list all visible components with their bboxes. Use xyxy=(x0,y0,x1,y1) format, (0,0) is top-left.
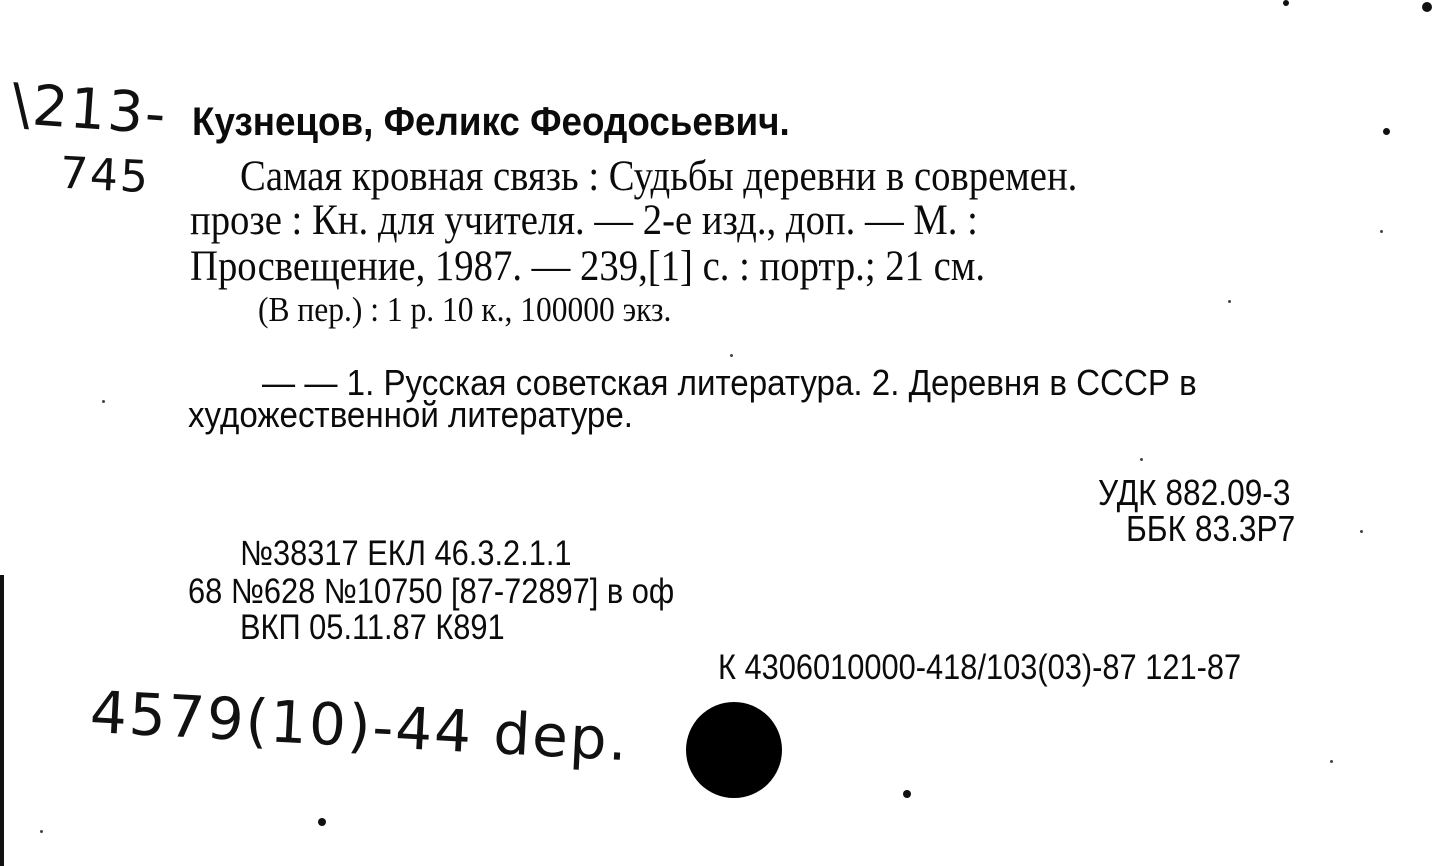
handwritten-inventory-note: 4579(10)-44 dep. xyxy=(88,678,631,775)
paper-speck xyxy=(1360,530,1363,533)
paper-speck xyxy=(1380,230,1383,233)
ink-dot xyxy=(318,818,326,826)
handwritten-call-number-sub: 745 xyxy=(58,147,152,204)
subject-headings-line-1: — — 1. Русская советская литература. 2. Деревня в СССР в xyxy=(262,362,1197,403)
punch-hole xyxy=(686,702,782,798)
ink-dot xyxy=(1422,2,1432,12)
title-line-2: прозе : Кн. для учителя. — 2-е изд., доп. — М. : xyxy=(190,197,978,244)
paper-speck xyxy=(730,354,733,357)
bbk-code: ББК 83.3Р7 xyxy=(1126,508,1296,549)
title-line-1: Самая кровная связь : Судьбы деревни в современ. xyxy=(240,153,1078,200)
publisher-code-line-3: ВКП 05.11.87 К891 xyxy=(240,608,505,647)
publication-k-code: К 4306010000-418/103(03)-87 121-87 xyxy=(718,648,1242,687)
author-name: Кузнецов, Феликс Феодосьевич. xyxy=(192,100,790,144)
paper-speck xyxy=(40,830,43,833)
publisher-code-line-2: 68 №628 №10750 [87-72897] в оф xyxy=(188,572,675,611)
paper-speck xyxy=(1140,458,1143,461)
ink-dot xyxy=(1283,0,1289,6)
binding-price: (В пер.) : 1 р. 10 к., 100000 экз. xyxy=(258,290,672,329)
handwritten-call-number: \213- xyxy=(9,72,170,148)
paper-speck xyxy=(1228,300,1231,303)
paper-speck xyxy=(102,400,105,403)
title-line-3: Просвещение, 1987. — 239,[1] с. : портр.; 21 см. xyxy=(190,243,985,290)
udk-code: УДК 882.09-3 xyxy=(1098,472,1291,513)
ink-dot xyxy=(1383,128,1390,135)
paper-speck xyxy=(1330,760,1333,763)
ink-dot xyxy=(903,790,911,798)
publisher-code-line-1: №38317 ЕКЛ 46.3.2.1.1 xyxy=(240,534,572,573)
subject-headings-line-2: художественной литературе. xyxy=(188,394,633,435)
card-edge xyxy=(0,575,4,866)
